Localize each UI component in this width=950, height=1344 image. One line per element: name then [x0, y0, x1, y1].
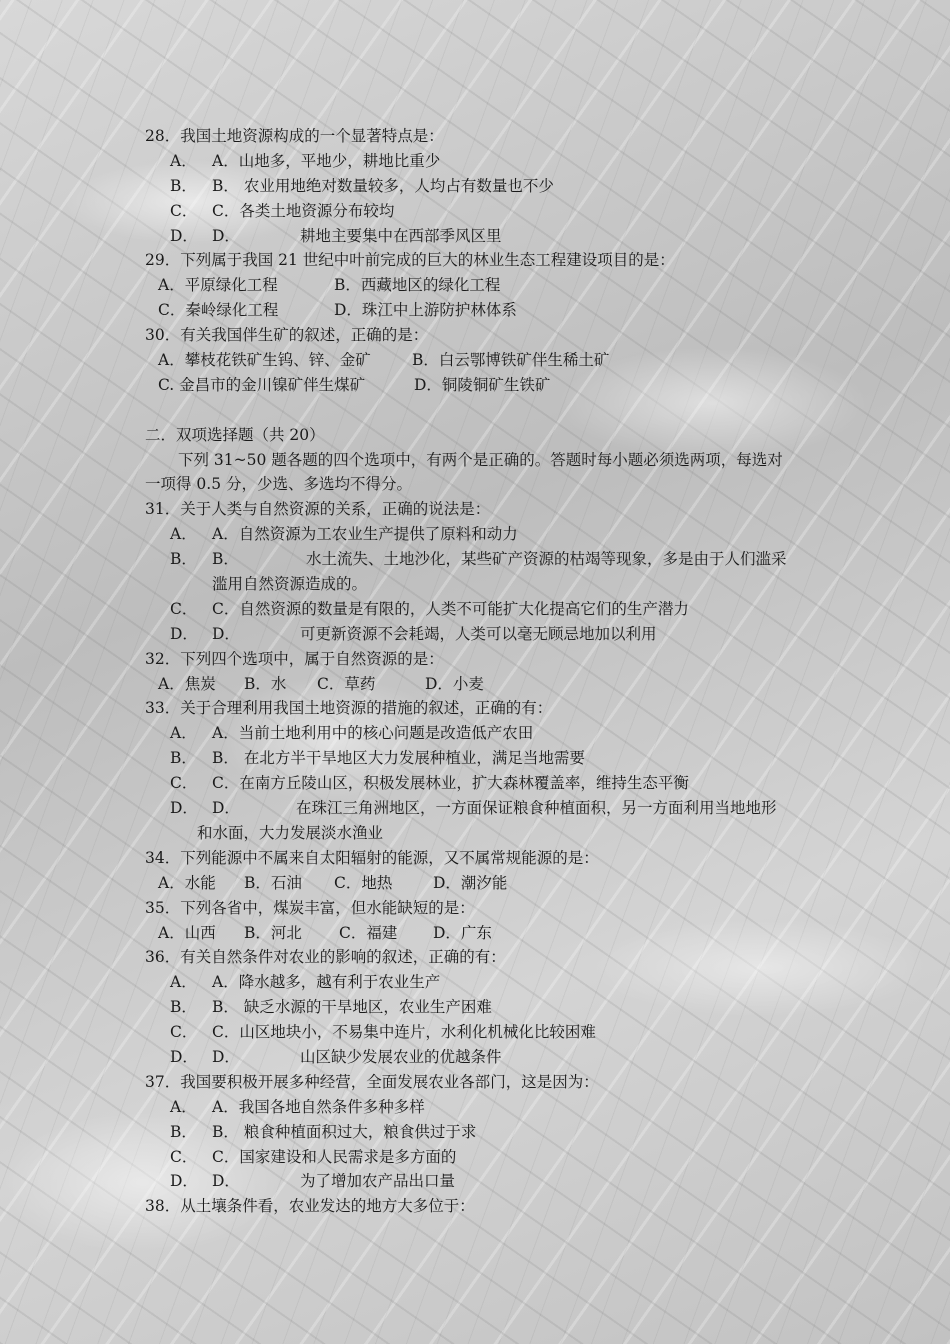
question-31-option-c: C． C．自然资源的数量是有限的，人类不可能扩大化提高它们的生产潜力	[170, 599, 689, 618]
question-28-stem: 28．我国土地资源构成的一个显著特点是：	[145, 127, 444, 145]
question-36-option-a: A． A．降水越多，越有利于农业生产	[170, 973, 441, 992]
spacer	[0, 398, 950, 423]
question-37-stem: 37．我国要积极开展多种经营，全面发展农业各部门，这是因为：	[145, 1072, 599, 1091]
question-29-options-ab: A．平原绿化工程 B．西藏地区的绿化工程	[158, 276, 501, 295]
question-33-option-d: D． D． 在珠江三角洲地区，一方面保证粮食种植面积，另一方面利用当地地形	[170, 799, 777, 818]
section-2-instructions: 下列 31~50 题各题的四个选项中，有两个是正确的。答题时每小题必须选两项，每选对	[178, 450, 783, 469]
question-36-option-c: C． C．山区地块小，不易集中连片，水利化机械化比较困难	[170, 1023, 596, 1042]
question-37-option-a: A． A．我国各地自然条件多种多样	[170, 1097, 425, 1116]
question-30-options-cd: C. 金昌市的金川镍矿伴生煤矿 D．铜陵铜矿生铁矿	[158, 375, 551, 394]
question-34-options: A．水能 B．石油 C．地热 D．潮汐能	[158, 873, 508, 892]
question-35-options: A．山西 B．河北 C．福建 D．广东	[158, 923, 492, 942]
question-30-options-ab: A．攀枝花铁矿生钨、锌、金矿 B．白云鄂博铁矿伴生稀土矿	[158, 351, 610, 370]
question-33-option-c: C． C．在南方丘陵山区，积极发展林业，扩大森林覆盖率，维持生态平衡	[170, 774, 689, 793]
question-38-stem: 38．从土壤条件看，农业发达的地方大多位于：	[145, 1197, 475, 1216]
question-32-options: A．焦炭 B．水 C．草药 D．小麦	[158, 674, 484, 693]
question-28-option-a: A． A．山地多，平地少，耕地比重少	[170, 151, 441, 170]
question-33-stem: 33．关于合理利用我国土地资源的措施的叙述，正确的有：	[145, 699, 553, 718]
question-33-option-a: A． A．当前土地利用中的核心问题是改造低产农田	[170, 724, 534, 743]
question-31-option-b-cont: 滥用自然资源造成的。	[212, 575, 368, 594]
question-36-option-b: B． B． 缺乏水源的干旱地区，农业生产困难	[170, 998, 492, 1017]
question-36-option-d: D． D． 山区缺少发展农业的优越条件	[170, 1047, 502, 1066]
question-37-option-b: B． B． 粮食种植面积过大，粮食供过于求	[170, 1122, 477, 1141]
question-35-stem: 35．下列各省中，煤炭丰富，但水能缺短的是：	[145, 898, 475, 917]
section-2-instructions-cont: 一项得 0.5 分，少选、多选均不得分。	[145, 475, 413, 494]
question-33-option-d-cont: 和水面，大力发展淡水渔业	[197, 823, 384, 842]
exam-page	[0, 124, 950, 1219]
question-37-option-d: D． D． 为了增加农产品出口量	[170, 1172, 456, 1191]
question-33-option-b: B． B． 在北方半干旱地区大力发展种植业，满足当地需要	[170, 749, 585, 768]
question-31-option-a: A． A．自然资源为工农业生产提供了原料和动力	[170, 525, 518, 544]
question-34-stem: 34．下列能源中不属来自太阳辐射的能源，又不属常规能源的是：	[145, 848, 599, 867]
question-36-stem: 36．有关自然条件对农业的影响的叙述，正确的有：	[145, 948, 506, 967]
question-31-option-d: D． D． 可更新资源不会耗竭，人类可以毫无顾忌地加以利用	[170, 624, 657, 643]
question-28-option-d: D． D． 耕地主要集中在西部季风区里	[170, 226, 502, 245]
question-30-stem: 30．有关我国伴生矿的叙述，正确的是：	[145, 326, 429, 345]
question-28-option-c: C． C．各类土地资源分布较均	[170, 201, 395, 220]
question-31-stem: 31．关于人类与自然资源的关系，正确的说法是：	[145, 500, 491, 519]
question-29-options-cd: C．秦岭绿化工程 D．珠江中上游防护林体系	[158, 301, 517, 320]
question-28-option-b: B． B． 农业用地绝对数量较多，人均占有数量也不少	[170, 176, 554, 195]
question-37-option-c: C． C．国家建设和人民需求是多方面的	[170, 1147, 457, 1166]
question-32-stem: 32．下列四个选项中，属于自然资源的是：	[145, 649, 444, 668]
question-29-stem: 29．下列属于我国 21 世纪中叶前完成的巨大的林业生态工程建设项目的是：	[145, 251, 675, 270]
question-31-option-b: B． B． 水土流失、土地沙化，某些矿产资源的枯竭等现象，多是由于人们滥采	[170, 550, 787, 569]
section-2-title: 二．双项选择题（共 20）	[145, 425, 325, 444]
